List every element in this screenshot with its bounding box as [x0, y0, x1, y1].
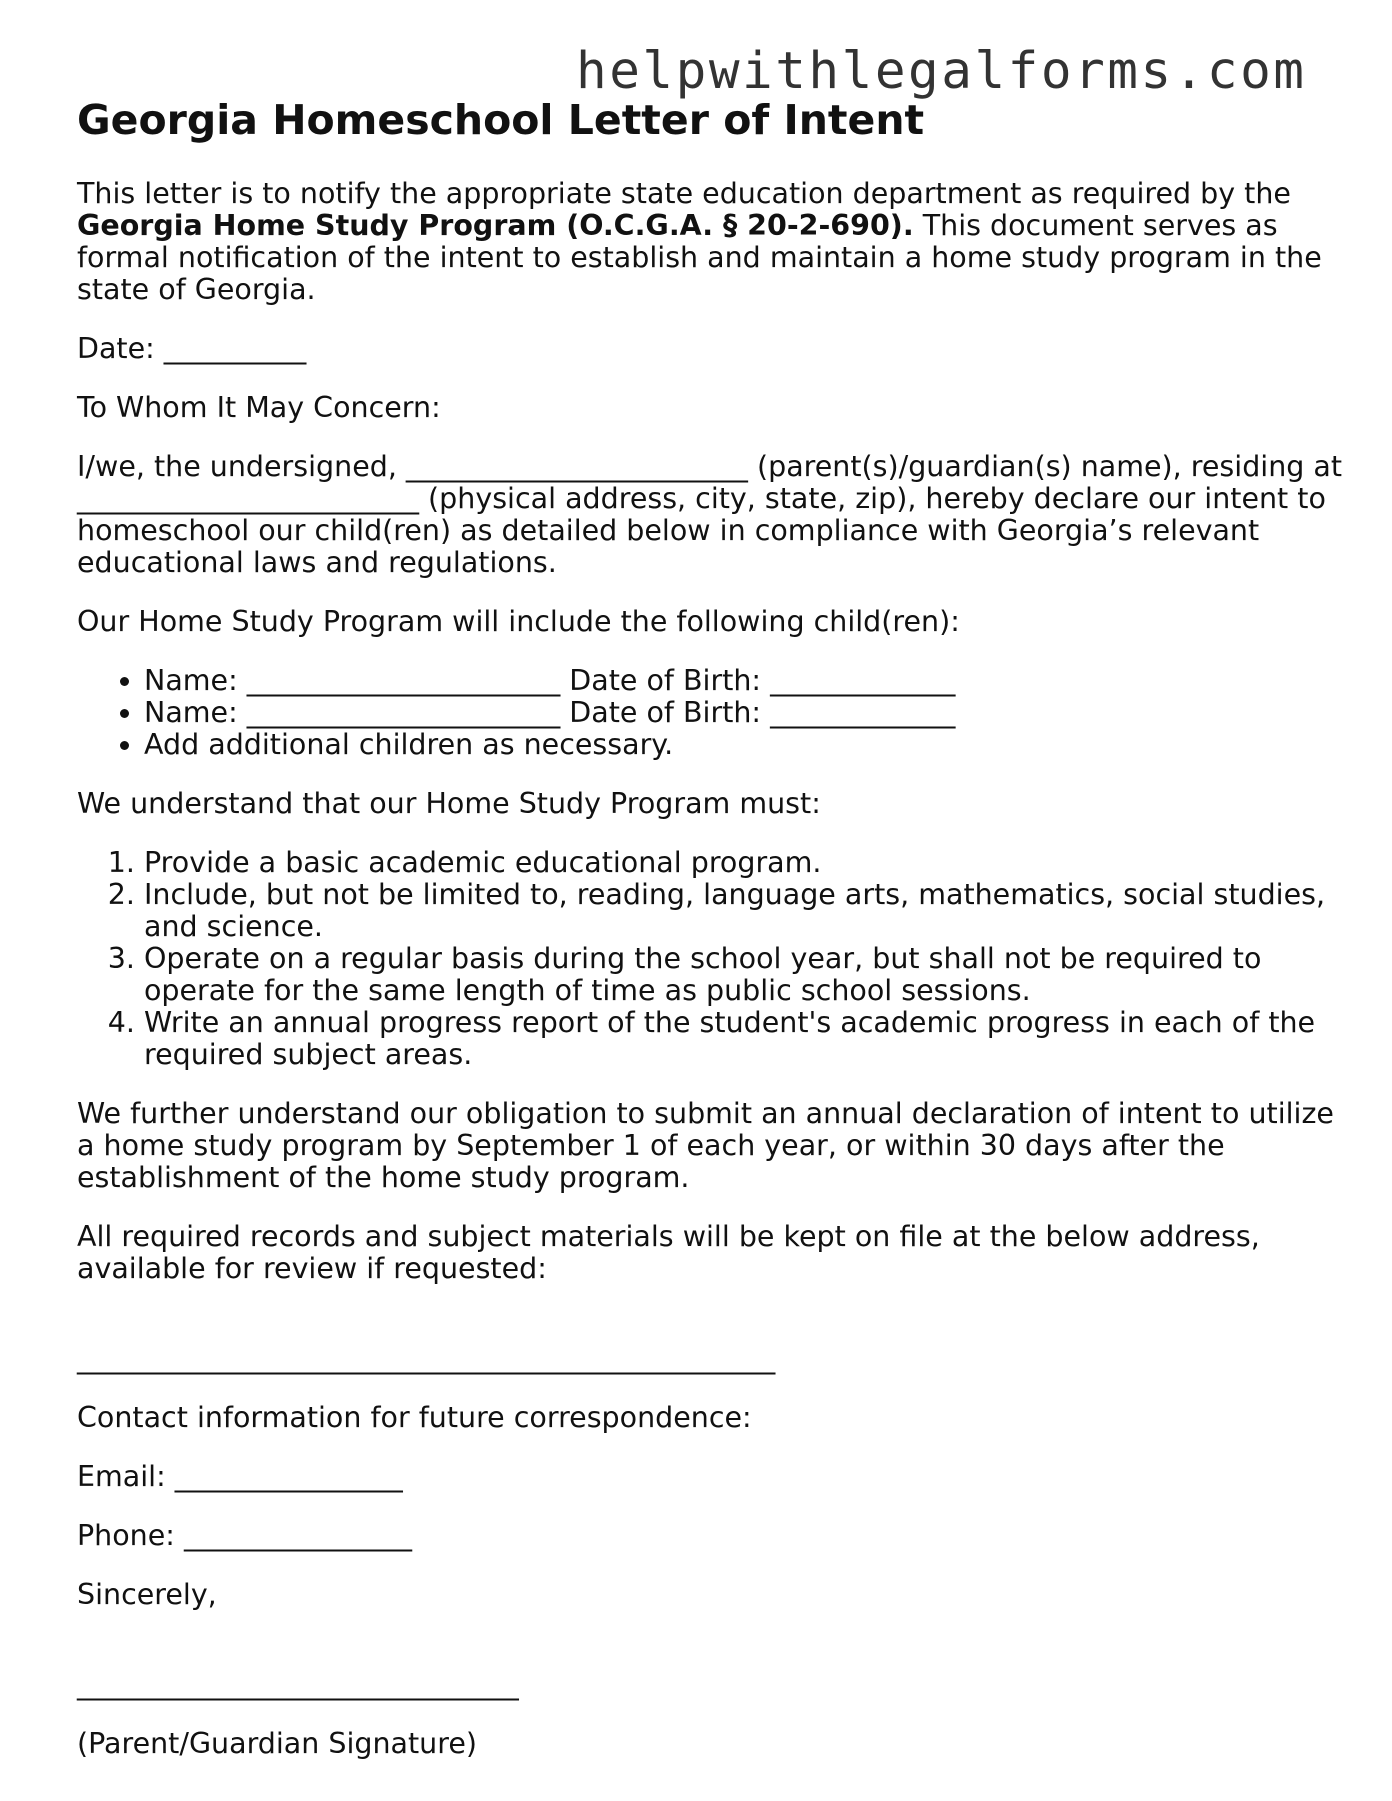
site-watermark: helpwithlegalforms.com	[576, 42, 1307, 101]
letter-document	[77, 92, 1347, 1760]
child-entry: • Name: ______________________ Date of Birth: _____________	[144, 697, 1347, 729]
intro-text-before: This letter is to notify the appropriate state education department as required by the	[77, 177, 1291, 210]
requirement-item: 1. Provide a basic academic educational program.	[144, 847, 1347, 879]
declaration-paragraph: I/we, the undersigned, ________________________ (parent(s)/guardian(s) name), residing at ________________________ (physical address, city, state, zip), hereby declare our intent to homeschool our child(ren) as detailed below in compliance with Georgia’s relevant educational laws and regulations.	[77, 450, 1343, 579]
requirements-intro: We understand that our Home Study Program must:	[77, 787, 821, 820]
page-title: Georgia Homeschool Letter of Intent	[77, 96, 925, 144]
phone-line: Phone: ________________	[77, 1519, 412, 1552]
children-intro: Our Home Study Program will include the following child(ren):	[77, 605, 960, 638]
requirement-item: 3. Operate on a regular basis during the school year, but shall not be required to operate for the same length of time as public school sessions.	[144, 943, 1347, 1007]
salutation: To Whom It May Concern:	[77, 391, 441, 424]
signature-blank-line: _______________________________	[77, 1668, 519, 1701]
records-paragraph: All required records and subject materials will be kept on file at the below address, available for review if requested:	[77, 1220, 1260, 1285]
statute-reference: Georgia Home Study Program (O.C.G.A. § 20-2-690).	[77, 209, 914, 242]
child-entry: • Name: ______________________ Date of Birth: _____________	[144, 665, 1347, 697]
contact-intro: Contact information for future correspondence:	[77, 1401, 752, 1434]
obligation-paragraph: We further understand our obligation to submit an annual declaration of intent to utilize a home study program by September 1 of each year, or within 30 days after the establishment of the home study program.	[77, 1097, 1334, 1194]
closing: Sincerely,	[77, 1578, 217, 1611]
email-line: Email: ________________	[77, 1460, 403, 1493]
signature-caption: (Parent/Guardian Signature)	[77, 1727, 477, 1760]
requirement-item: 4. Write an annual progress report of the student's academic progress in each of the required subject areas.	[144, 1007, 1347, 1071]
date-line: Date: __________	[77, 332, 307, 365]
intro-paragraph	[77, 178, 1347, 306]
requirements-list	[77, 847, 1347, 1071]
children-list	[77, 665, 1347, 761]
intro-text-after: This document serves as formal notification of the intent to establish and maintain a home study program in the state of Georgia.	[77, 209, 1322, 306]
address-blank-line: _________________________________________________	[77, 1342, 776, 1375]
requirement-item: 2. Include, but not be limited to, reading, language arts, mathematics, social studies, and science.	[144, 879, 1347, 943]
child-entry-note: • Add additional children as necessary.	[144, 729, 1347, 761]
